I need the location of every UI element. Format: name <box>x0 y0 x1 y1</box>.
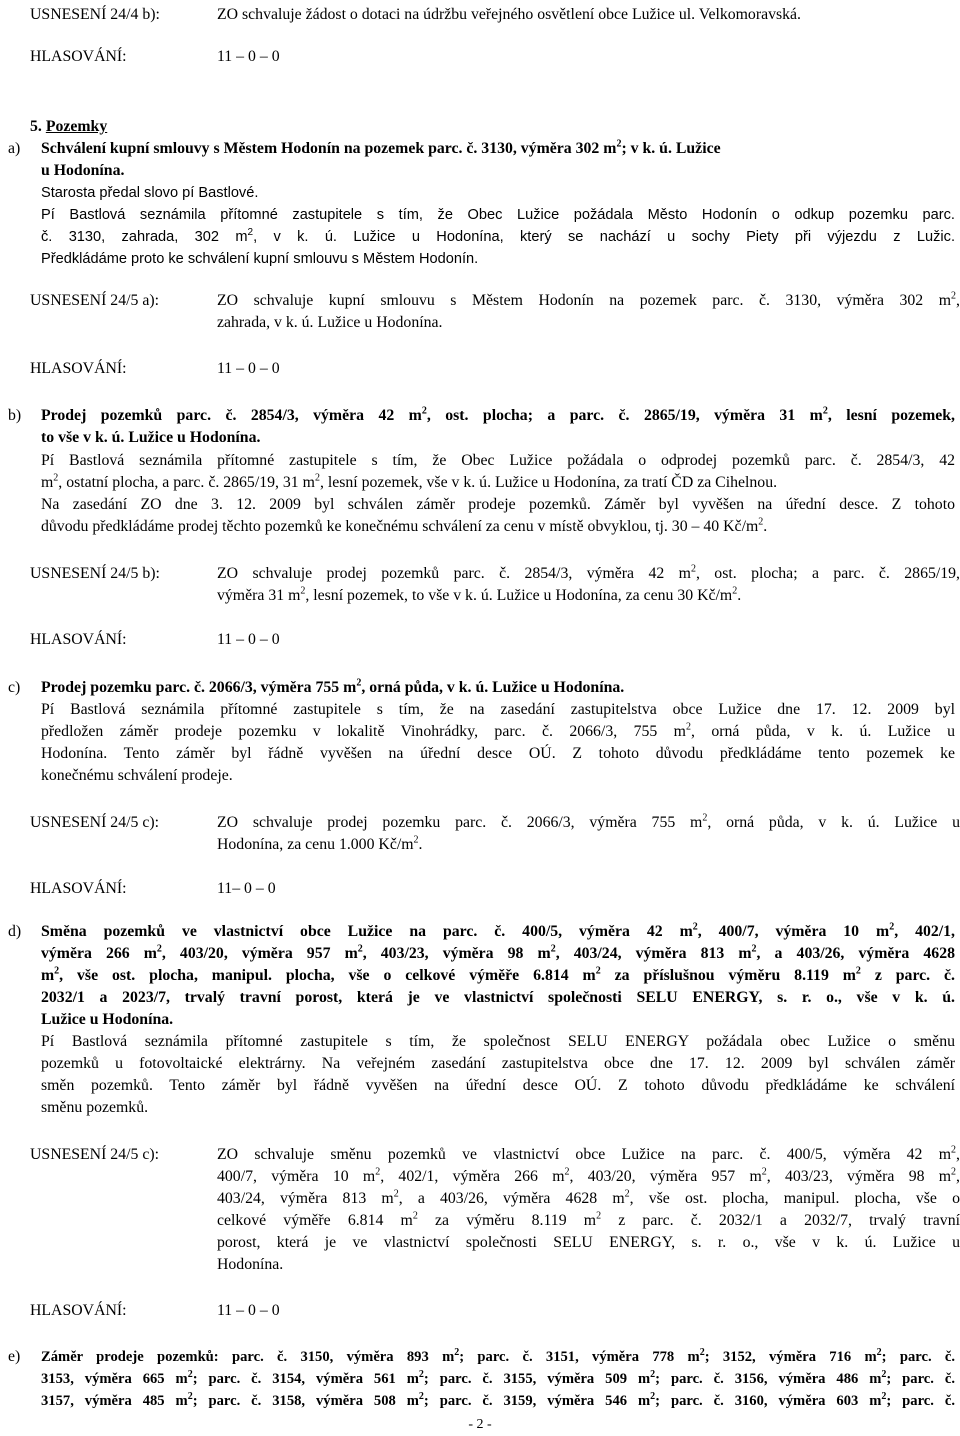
sup: 2 <box>692 921 698 933</box>
text: . <box>737 587 742 604</box>
text: , ost. plocha; a parc. č. 2865/19, výměra 31 m <box>426 407 823 424</box>
text: , <box>956 1146 960 1163</box>
text: ; parc. č. 3159, výměra 546 m <box>423 1393 651 1409</box>
vote-label: HLASOVÁNÍ: <box>30 631 127 648</box>
text: ; parc. č. <box>886 1371 955 1387</box>
resolution-text: ZO schvaluje žádost o dotaci na údržbu veřejného osvětlení obce Lužice ul. Velkomoravská. <box>217 6 801 23</box>
sup: 2 <box>454 1347 460 1359</box>
sup: 2 <box>951 1166 957 1178</box>
text: ZO schvaluje prodej pozemku parc. č. 2066/3, výměra 755 m <box>217 814 703 831</box>
text: za výměru 8.119 m <box>417 1212 597 1229</box>
sup: 2 <box>690 563 696 575</box>
item-label: c) <box>8 679 21 696</box>
text: , <box>956 1168 960 1185</box>
text: . <box>418 836 423 853</box>
title-text: ; v k. ú. Lužice <box>621 140 721 157</box>
text: , v k. ú. Lužice u Hodonína, který se nachází u sochy Piety při výjezdu z Lužic. <box>253 229 955 245</box>
text: výměra 266 m <box>41 945 157 962</box>
item-a-paragraph <box>41 182 955 270</box>
item-label: e) <box>8 1348 21 1365</box>
sup: 2 <box>550 943 556 955</box>
text: , orná půda, v k. ú. Lužice u <box>690 723 955 740</box>
text: 2032/1 a 2023/7, trvalý travní porost, která je ve vlastnictví společnosti SELU ENERGY, s. r. o., vše v k. ú. <box>41 989 955 1006</box>
sup: 2 <box>564 1166 570 1178</box>
sup: 2 <box>951 290 957 302</box>
sup: 2 <box>732 585 738 597</box>
text: , 403/23, výměra 98 m <box>766 1168 952 1185</box>
sup: 2 <box>421 405 427 417</box>
item-label: b) <box>8 407 22 424</box>
paragraph-line: Pí Bastlová seznámila přítomné zastupitele s tím, že na zasedání zastupitelstva obce Lužice dne 17. 12. 2009 byl <box>41 701 955 718</box>
text: 3157, výměra 485 m <box>41 1393 188 1409</box>
paragraph-line <box>41 472 955 494</box>
sup: 2 <box>855 965 861 977</box>
sup: 2 <box>187 1391 193 1403</box>
text: ; parc. č. <box>886 1393 955 1409</box>
text: č. 3130, zahrada, 302 m <box>41 229 248 245</box>
item-b-paragraph <box>41 450 955 538</box>
text: , 403/24, výměra 813 m <box>555 945 752 962</box>
text: z parc. č. 2032/1 a 2032/7, trvalý travní <box>601 1212 960 1229</box>
paragraph-line: směnu pozemků. <box>41 1099 149 1116</box>
text: Lužice u Hodonína. <box>41 1011 174 1028</box>
paragraph-line <box>41 721 955 743</box>
text: , 403/23, výměra 98 m <box>362 945 551 962</box>
sup: 2 <box>881 1391 887 1403</box>
sup: 2 <box>393 1188 399 1200</box>
text: Směna pozemků ve vlastnictví obce Lužice na parc. č. 400/5, výměra 42 m <box>41 923 693 940</box>
resolution-text <box>217 1144 960 1276</box>
text: ; parc. č. 3158, výměra 508 m <box>192 1393 419 1409</box>
text: porost, která je ve vlastnictví společnosti SELU ENERGY, s. r. o., vše v k. ú. Lužice u <box>217 1234 960 1251</box>
item-title <box>41 677 955 699</box>
resolution-label: USNESENÍ 24/5 c): <box>30 1146 159 1163</box>
title-text: u Hodonína. <box>41 162 125 179</box>
vote-result: 11 – 0 – 0 <box>217 631 280 648</box>
text: výměra 31 m <box>217 587 301 604</box>
sup: 2 <box>54 965 60 977</box>
text: za příslušnou výměru 8.119 m <box>600 967 856 984</box>
sup: 2 <box>156 943 162 955</box>
text: , ostatní plocha, a parc. č. 2865/19, 31 m <box>58 474 315 491</box>
resolution-label: USNESENÍ 24/4 b): <box>30 6 160 23</box>
vote-label: HLASOVÁNÍ: <box>30 880 127 897</box>
sup: 2 <box>751 943 757 955</box>
text: Prodej pozemků parc. č. 2854/3, výměra 42 m <box>41 407 422 424</box>
vote-result: 11 – 0 – 0 <box>217 1302 280 1319</box>
sup: 2 <box>881 1369 887 1381</box>
text: , vše ost. plocha, manipul. plocha, vše o celkové výměře 6.814 m <box>59 967 596 984</box>
sup: 2 <box>300 585 306 597</box>
sup: 2 <box>650 1369 656 1381</box>
item-c-paragraph <box>41 699 955 787</box>
sup: 2 <box>357 943 363 955</box>
sup: 2 <box>624 1188 630 1200</box>
sup: 2 <box>595 965 601 977</box>
text: , lesní pozemek, <box>827 407 955 424</box>
text: ZO schvaluje prodej pozemků parc. č. 2854/3, výměra 42 m <box>217 565 691 582</box>
paragraph-line <box>41 226 955 248</box>
text: Hodonína. <box>217 1256 284 1273</box>
text: ; parc. č. 3155, výměra 509 m <box>423 1371 651 1387</box>
sup: 2 <box>418 1391 424 1403</box>
paragraph-line: Předkládáme proto ke schválení kupní smlouvu s Městem Hodonín. <box>41 251 479 267</box>
sup: 2 <box>889 921 895 933</box>
paragraph-line: Pí Bastlová seznámila přítomné zastupitele s tím, že Obec Lužice požádala o odprodej pozemků parc. č. 2854/3, 42 <box>41 452 955 469</box>
text: , 400/7, výměra 10 m <box>697 923 890 940</box>
sup: 2 <box>412 1210 418 1222</box>
page-number: - 2 - <box>468 1417 492 1432</box>
text: celkové výměře 6.814 m <box>217 1212 413 1229</box>
resolution-text <box>217 290 960 334</box>
section-number: 5. <box>30 118 42 135</box>
text: , 402/1, <box>894 923 956 940</box>
paragraph-line <box>41 516 955 538</box>
text: , a 403/26, výměra 4628 <box>756 945 956 962</box>
sup: 2 <box>650 1391 656 1403</box>
text: ; parc. č. <box>881 1349 956 1365</box>
vote-label: HLASOVÁNÍ: <box>30 360 127 377</box>
sup: 2 <box>761 1166 767 1178</box>
resolution-label: USNESENÍ 24/5 b): <box>30 565 160 582</box>
sup: 2 <box>702 812 708 824</box>
text: , <box>956 292 960 309</box>
text: , vše ost. plocha, manipul. plocha, vše o <box>629 1190 960 1207</box>
sup: 2 <box>53 472 59 484</box>
paragraph-line: konečnému schválení prodeje. <box>41 767 233 784</box>
resolution-label: USNESENÍ 24/5 c): <box>30 814 159 831</box>
sup: 2 <box>596 1210 602 1222</box>
sup: 2 <box>822 405 828 417</box>
text: Prodej pozemku parc. č. 2066/3, výměra 755 m <box>41 679 357 696</box>
vote-result: 11 – 0 – 0 <box>217 360 280 377</box>
text: ; parc. č. 3156, výměra 486 m <box>655 1371 882 1387</box>
text: ZO schvaluje kupní smlouvu s Městem Hodonín na pozemek parc. č. 3130, výměra 302 m <box>217 292 952 309</box>
text: , ost. plocha; a parc. č. 2865/19, <box>695 565 960 582</box>
text: m <box>41 474 54 491</box>
item-title <box>41 921 955 1031</box>
vote-label: HLASOVÁNÍ: <box>30 1302 127 1319</box>
item-title <box>41 1346 955 1412</box>
sup: 2 <box>413 834 419 846</box>
paragraph-line: Na zasedání ZO dne 3. 12. 2009 byl schválen záměr prodeje pozemků. Záměr byl vyvěšen na úřední desce. Z tohoto <box>41 496 955 513</box>
resolution-text <box>217 563 960 607</box>
text: . <box>763 518 768 535</box>
paragraph-line: Pí Bastlová seznámila přítomné zastupitele s tím, že společnost SELU ENERGY požádala obec Lužice o směnu <box>41 1033 955 1050</box>
sup: 2 <box>418 1369 424 1381</box>
item-label: a) <box>8 140 21 157</box>
item-title <box>41 138 955 182</box>
paragraph-line: pozemků u fotovoltaické elektrárny. Na veřejném zasedání zastupitelstva obce dne 17. 12. 2009 byl schválen záměr <box>41 1055 955 1072</box>
item-title <box>41 405 955 449</box>
paragraph-line: Hodonína. Tento záměr byl řádně vyvěšen na úřední desce OÚ. Z tohoto důvodu předkládáme tento pozemek ke <box>41 745 955 762</box>
text: ; 3152, výměra 716 m <box>704 1349 877 1365</box>
text: 3153, výměra 665 m <box>41 1371 188 1387</box>
sup: 2 <box>699 1347 705 1359</box>
vote-label: HLASOVÁNÍ: <box>30 48 127 65</box>
text: Záměr prodeje pozemků: parc. č. 3150, výměra 893 m <box>41 1349 455 1365</box>
item-label: d) <box>8 923 22 940</box>
text: , lesní pozemek, vše v k. ú. Lužice u Hodonína, za tratí ČD za Cihelnou. <box>319 474 778 491</box>
text: 403/24, výměra 813 m <box>217 1190 394 1207</box>
sup: 2 <box>951 1144 957 1156</box>
text: 400/7, výměra 10 m <box>217 1168 376 1185</box>
text: , 403/20, výměra 957 m <box>161 945 358 962</box>
vote-result: 11– 0 – 0 <box>217 880 276 897</box>
text: to vše v k. ú. Lužice u Hodonína. <box>41 429 261 446</box>
text: , orná půda, v k. ú. Lužice u Hodonína. <box>361 679 625 696</box>
paragraph-line: Pí Bastlová seznámila přítomné zastupitele s tím, že Obec Lužice požádala Město Hodonín o odkup pozemku parc. <box>41 207 955 223</box>
text: , a 403/26, výměra 4628 m <box>398 1190 625 1207</box>
sup: 2 <box>685 721 691 733</box>
sup: 2 <box>187 1369 193 1381</box>
text: ; parc. č. 3160, výměra 603 m <box>655 1393 882 1409</box>
sup: 2 <box>247 227 254 239</box>
paragraph-line: směn pozemků. Tento záměr byl řádně vyvěšen na úřední desce OÚ. Z tohoto důvodu předkládáme ke schválení <box>41 1077 955 1094</box>
text: Hodonína, za cenu 1.000 Kč/m <box>217 836 414 853</box>
section-heading <box>30 116 107 138</box>
resolution-label: USNESENÍ 24/5 a): <box>30 292 159 309</box>
text: , orná půda, v k. ú. Lužice u <box>707 814 960 831</box>
paragraph-line: Starosta předal slovo pí Bastlové. <box>41 185 259 201</box>
title-text: Schválení kupní smlouvy s Městem Hodonín na pozemek parc. č. 3130, výměra 302 m <box>41 140 617 157</box>
text: zahrada, v k. ú. Lužice u Hodonína. <box>217 314 443 331</box>
vote-result: 11 – 0 – 0 <box>217 48 280 65</box>
text: , 403/20, výměra 957 m <box>569 1168 762 1185</box>
sup: 2 <box>356 677 362 689</box>
resolution-text <box>217 812 960 856</box>
text: , lesní pozemek, to vše v k. ú. Lužice u Hodonína, za cenu 30 Kč/m <box>305 587 733 604</box>
sup: 2 <box>314 472 320 484</box>
text: z parc. č. <box>860 967 956 984</box>
section-title: Pozemky <box>45 118 108 135</box>
text: , 402/1, výměra 266 m <box>380 1168 565 1185</box>
text: ZO schvaluje směnu pozemků ve vlastnictví obce Lužice na parc. č. 400/5, výměra 42 m <box>217 1146 952 1163</box>
sup: 2 <box>616 138 622 150</box>
text: ; parc. č. 3154, výměra 561 m <box>192 1371 419 1387</box>
sup: 2 <box>375 1166 381 1178</box>
text: ; parc. č. 3151, výměra 778 m <box>459 1349 700 1365</box>
sup: 2 <box>758 516 764 528</box>
text: m <box>41 967 55 984</box>
sup: 2 <box>876 1347 882 1359</box>
text: důvodu předkládáme prodej těchto pozemků ke konečnému schválení za cenu v místě obvyklou, tj. 30 – 40 Kč/m <box>41 518 759 535</box>
item-d-paragraph <box>41 1031 955 1119</box>
text: předložen záměr prodeje pozemku v lokalitě Vinohrádky, parc. č. 2066/3, 755 m <box>41 723 686 740</box>
